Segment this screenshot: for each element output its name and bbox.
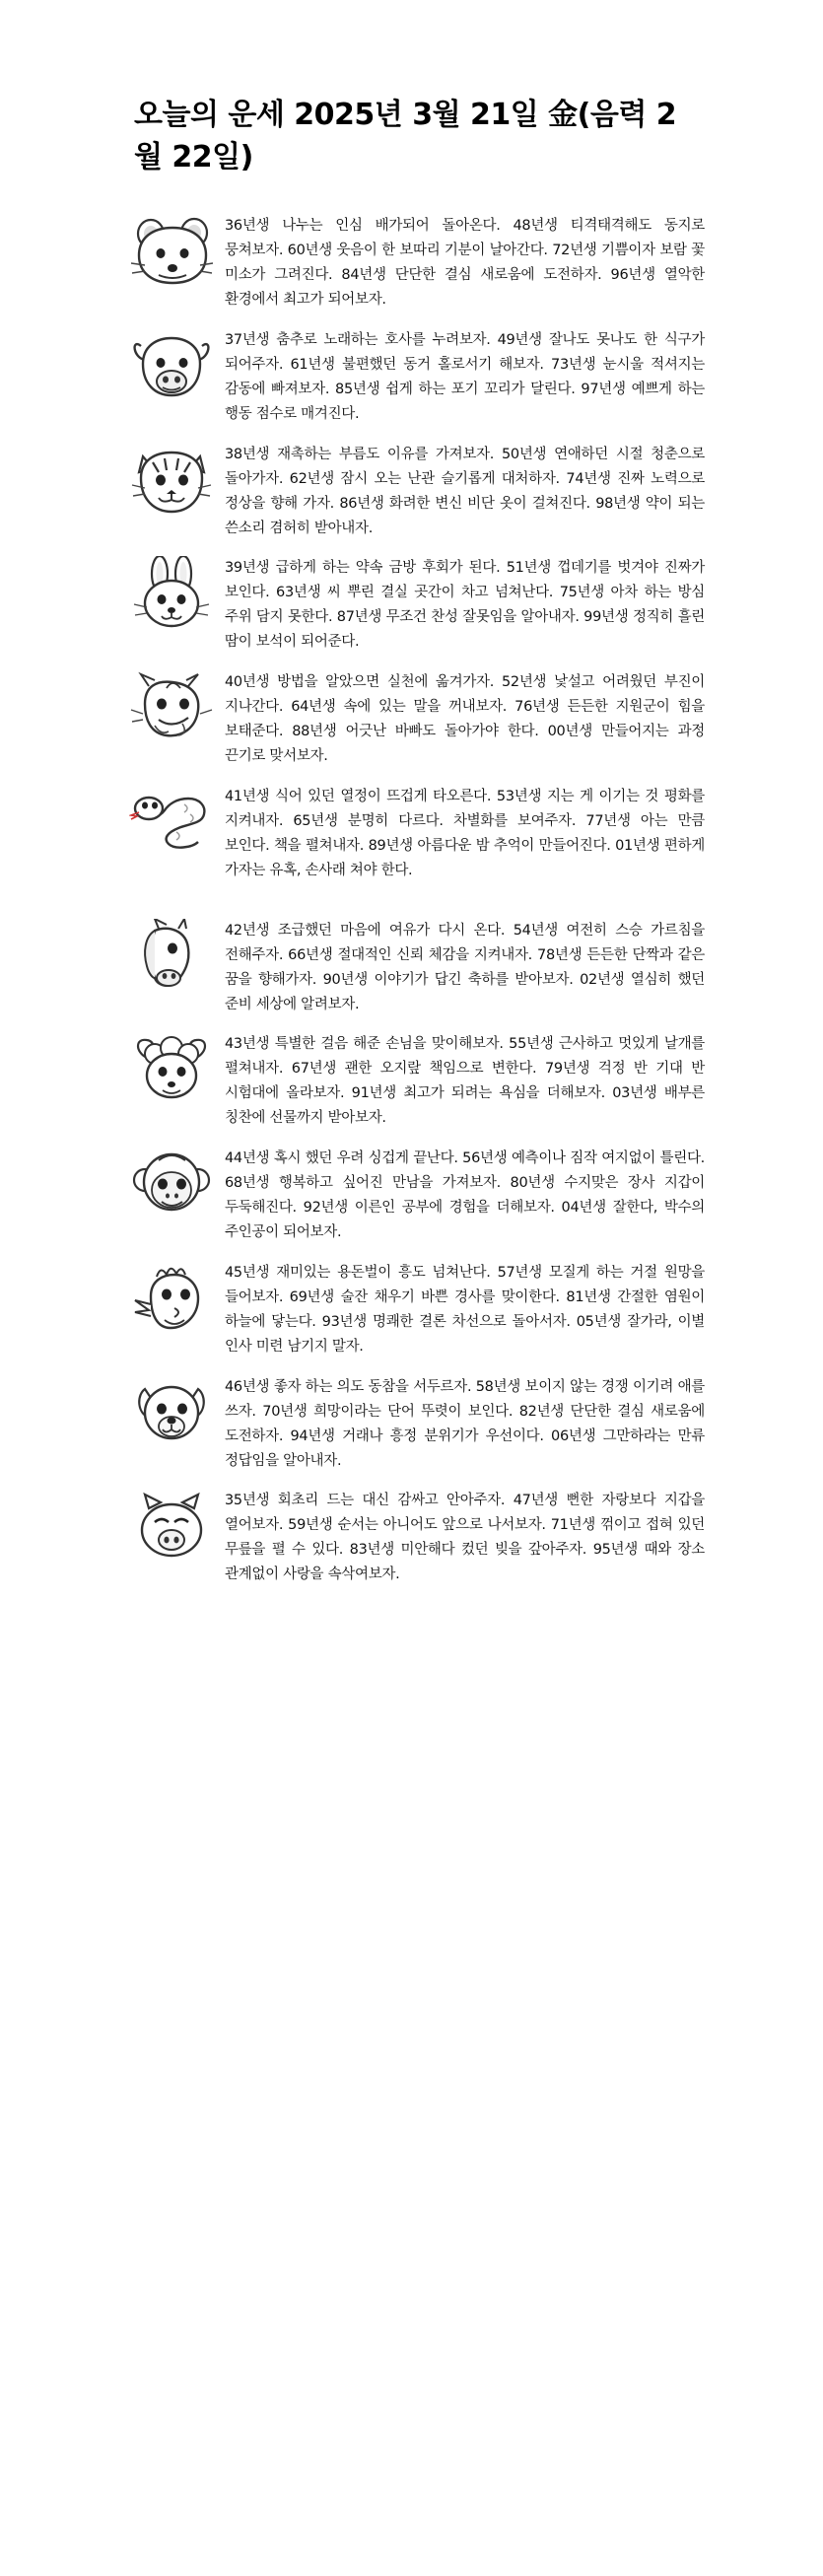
page-title-block xyxy=(0,0,823,178)
rooster-icon xyxy=(118,1259,225,1334)
zodiac-row-rabbit xyxy=(118,554,705,655)
zodiac-text: 36년생 나누는 인심 배가되어 돌아온다. 48년생 티격태격해도 동지로 뭉쳐보자. 60년생 웃음이 한 보따리 기분이 날아간다. 72년생 기쁨이자 보람 꽃 미소가 그려진다. 84년생 단단한 결심 새로움에 도전하자. 96년생 열악한 환경에서 최고가 되어보자. xyxy=(225,218,705,308)
zodiac-text: 46년생 좋자 하는 의도 동참을 서두르자. 58년생 보이지 않는 경쟁 이기려 애를 쓰자. 70년생 희망이라는 단어 뚜렷이 보인다. 82년생 단단한 결심 새로움에 도전하자. 94년생 거래나 흥정 분위기가 우선이다. 06년생 그만하라는 만류 정답임을 알아내자. xyxy=(225,1378,705,1469)
zodiac-text: 44년생 혹시 했던 우려 싱겁게 끝난다. 56년생 예측이나 짐작 여지없이 틀린다. 68년생 행복하고 싶어진 만남을 가져보자. 80년생 수지맞은 장사 지갑이 두둑해진다. 92년생 이른인 공부에 경험을 더해보자. 04년생 잘한다, 박수의 주인공이 되어보자. xyxy=(225,1150,705,1240)
horse-icon xyxy=(118,917,225,992)
zodiac-row-horse xyxy=(118,917,705,1017)
zodiac-row-snake xyxy=(118,783,705,883)
zodiac-row-ox xyxy=(118,326,705,427)
zodiac-text: 42년생 조급했던 마음에 여유가 다시 온다. 54년생 여전히 스승 가르침을 전해주자. 66년생 절대적인 신뢰 체감을 지켜내자. 78년생 든든한 단짝과 같은 꿈을 향해가자. 90년생 이야기가 답긴 축하를 받아보자. 02년생 열심히 했던 준비 세상에 알려보자. xyxy=(225,922,705,1012)
zodiac-row-monkey xyxy=(118,1145,705,1245)
zodiac-row-sheep xyxy=(118,1030,705,1131)
ox-icon xyxy=(118,326,225,401)
pig-icon xyxy=(118,1487,225,1562)
zodiac-row-rooster xyxy=(118,1259,705,1359)
zodiac-row-pig xyxy=(118,1487,705,1587)
zodiac-text: 45년생 재미있는 용돈벌이 흥도 넘쳐난다. 57년생 모질게 하는 거절 원망을 들어보자. 69년생 술잔 채우기 바쁜 경사를 맞이한다. 81년생 간절한 염원이 하늘에 닿는다. 93년생 명쾌한 결론 차선으로 돌아서자. 05년생 잘가라, 이별 인사 미련 남기지 말자. xyxy=(225,1264,705,1355)
zodiac-text: 37년생 춤추로 노래하는 호사를 누려보자. 49년생 잘나도 못나도 한 식구가 되어주자. 61년생 불편했던 동거 홀로서기 해보자. 73년생 눈시울 적셔지는 감동에 빠져보자. 85년생 쉽게 하는 포기 꼬리가 달린다. 97년생 예쁘게 하는 행동 점수로 매겨진다. xyxy=(225,331,705,422)
zodiac-text: 35년생 회초리 드는 대신 감싸고 안아주자. 47년생 뻔한 자랑보다 지갑을 열어보자. 59년생 순서는 아니어도 앞으로 나서보자. 71년생 꺾이고 접혀 있던 무릎을 펼 수 있다. 83년생 미안해다 컸던 빚을 갚아주자. 95년생 때와 장소 관계없이 사랑을 속삭여보자. xyxy=(225,1493,705,1583)
monkey-icon xyxy=(118,1145,225,1219)
zodiac-row-dog xyxy=(118,1373,705,1474)
zodiac-row-tiger xyxy=(118,441,705,541)
rat-icon xyxy=(118,212,225,287)
zodiac-row-rat xyxy=(118,212,705,313)
rabbit-icon xyxy=(118,554,225,629)
tiger-icon xyxy=(118,441,225,516)
dragon-icon xyxy=(118,668,225,743)
zodiac-text: 38년생 재촉하는 부름도 이유를 가져보자. 50년생 연애하던 시절 청춘으로 돌아가자. 62년생 잠시 오는 난관 슬기롭게 대처하자. 74년생 진짜 노력으로 정상을 향해 가자. 86년생 화려한 변신 비단 옷이 걸쳐진다. 98년생 약이 되는 쓴소리 겸허히 받아내자. xyxy=(225,446,705,536)
dog-icon xyxy=(118,1373,225,1448)
zodiac-row-dragon xyxy=(118,668,705,769)
zodiac-text: 41년생 식어 있던 열정이 뜨겁게 타오른다. 53년생 지는 게 이기는 것 평화를 지켜내자. 65년생 분명히 다르다. 차별화를 보여주자. 77년생 아는 만큼 보인다. 책을 펼쳐내자. 89년생 아름다운 밤 추억이 만들어진다. 01년생 편하게 가자는 유혹, 손사래 쳐야 한다. xyxy=(225,788,705,878)
snake-icon xyxy=(118,783,225,858)
zodiac-text: 40년생 방법을 알았으면 실천에 옮겨가자. 52년생 낯설고 어려웠던 부진이 지나간다. 64년생 속에 있는 말을 꺼내보자. 76년생 든든한 지원군이 힘을 보태준다. 88년생 어긋난 바빠도 돌아가야 한다. 00년생 만들어지는 과정 끈기로 맞서보자. xyxy=(225,674,705,764)
zodiac-text: 39년생 급하게 하는 약속 금방 후회가 된다. 51년생 껍데기를 벗겨야 진짜가 보인다. 63년생 씨 뿌린 결실 곳간이 차고 넘쳐난다. 75년생 아차 하는 방심 주위 담지 못한다. 87년생 무조건 찬성 잘못임을 알아내자. 99년생 정직히 흘린 땀이 보석이 되어준다. xyxy=(225,560,705,651)
sheep-icon xyxy=(118,1030,225,1105)
page-title: 오늘의 운세 2025년 3월 21일 金(음력 2월 22일) xyxy=(134,98,677,174)
zodiac-text: 43년생 특별한 걸음 해준 손님을 맞이해보자. 55년생 근사하고 멋있게 날개를 펼쳐내자. 67년생 괜한 오지랖 책임으로 변한다. 79년생 걱정 반 기대 반 시험대에 올라보자. 91년생 최고가 되려는 욕심을 더해보자. 03년생 배부른 칭찬에 선물까지 받아보자. xyxy=(225,1036,705,1127)
zodiac-list xyxy=(0,178,823,1640)
